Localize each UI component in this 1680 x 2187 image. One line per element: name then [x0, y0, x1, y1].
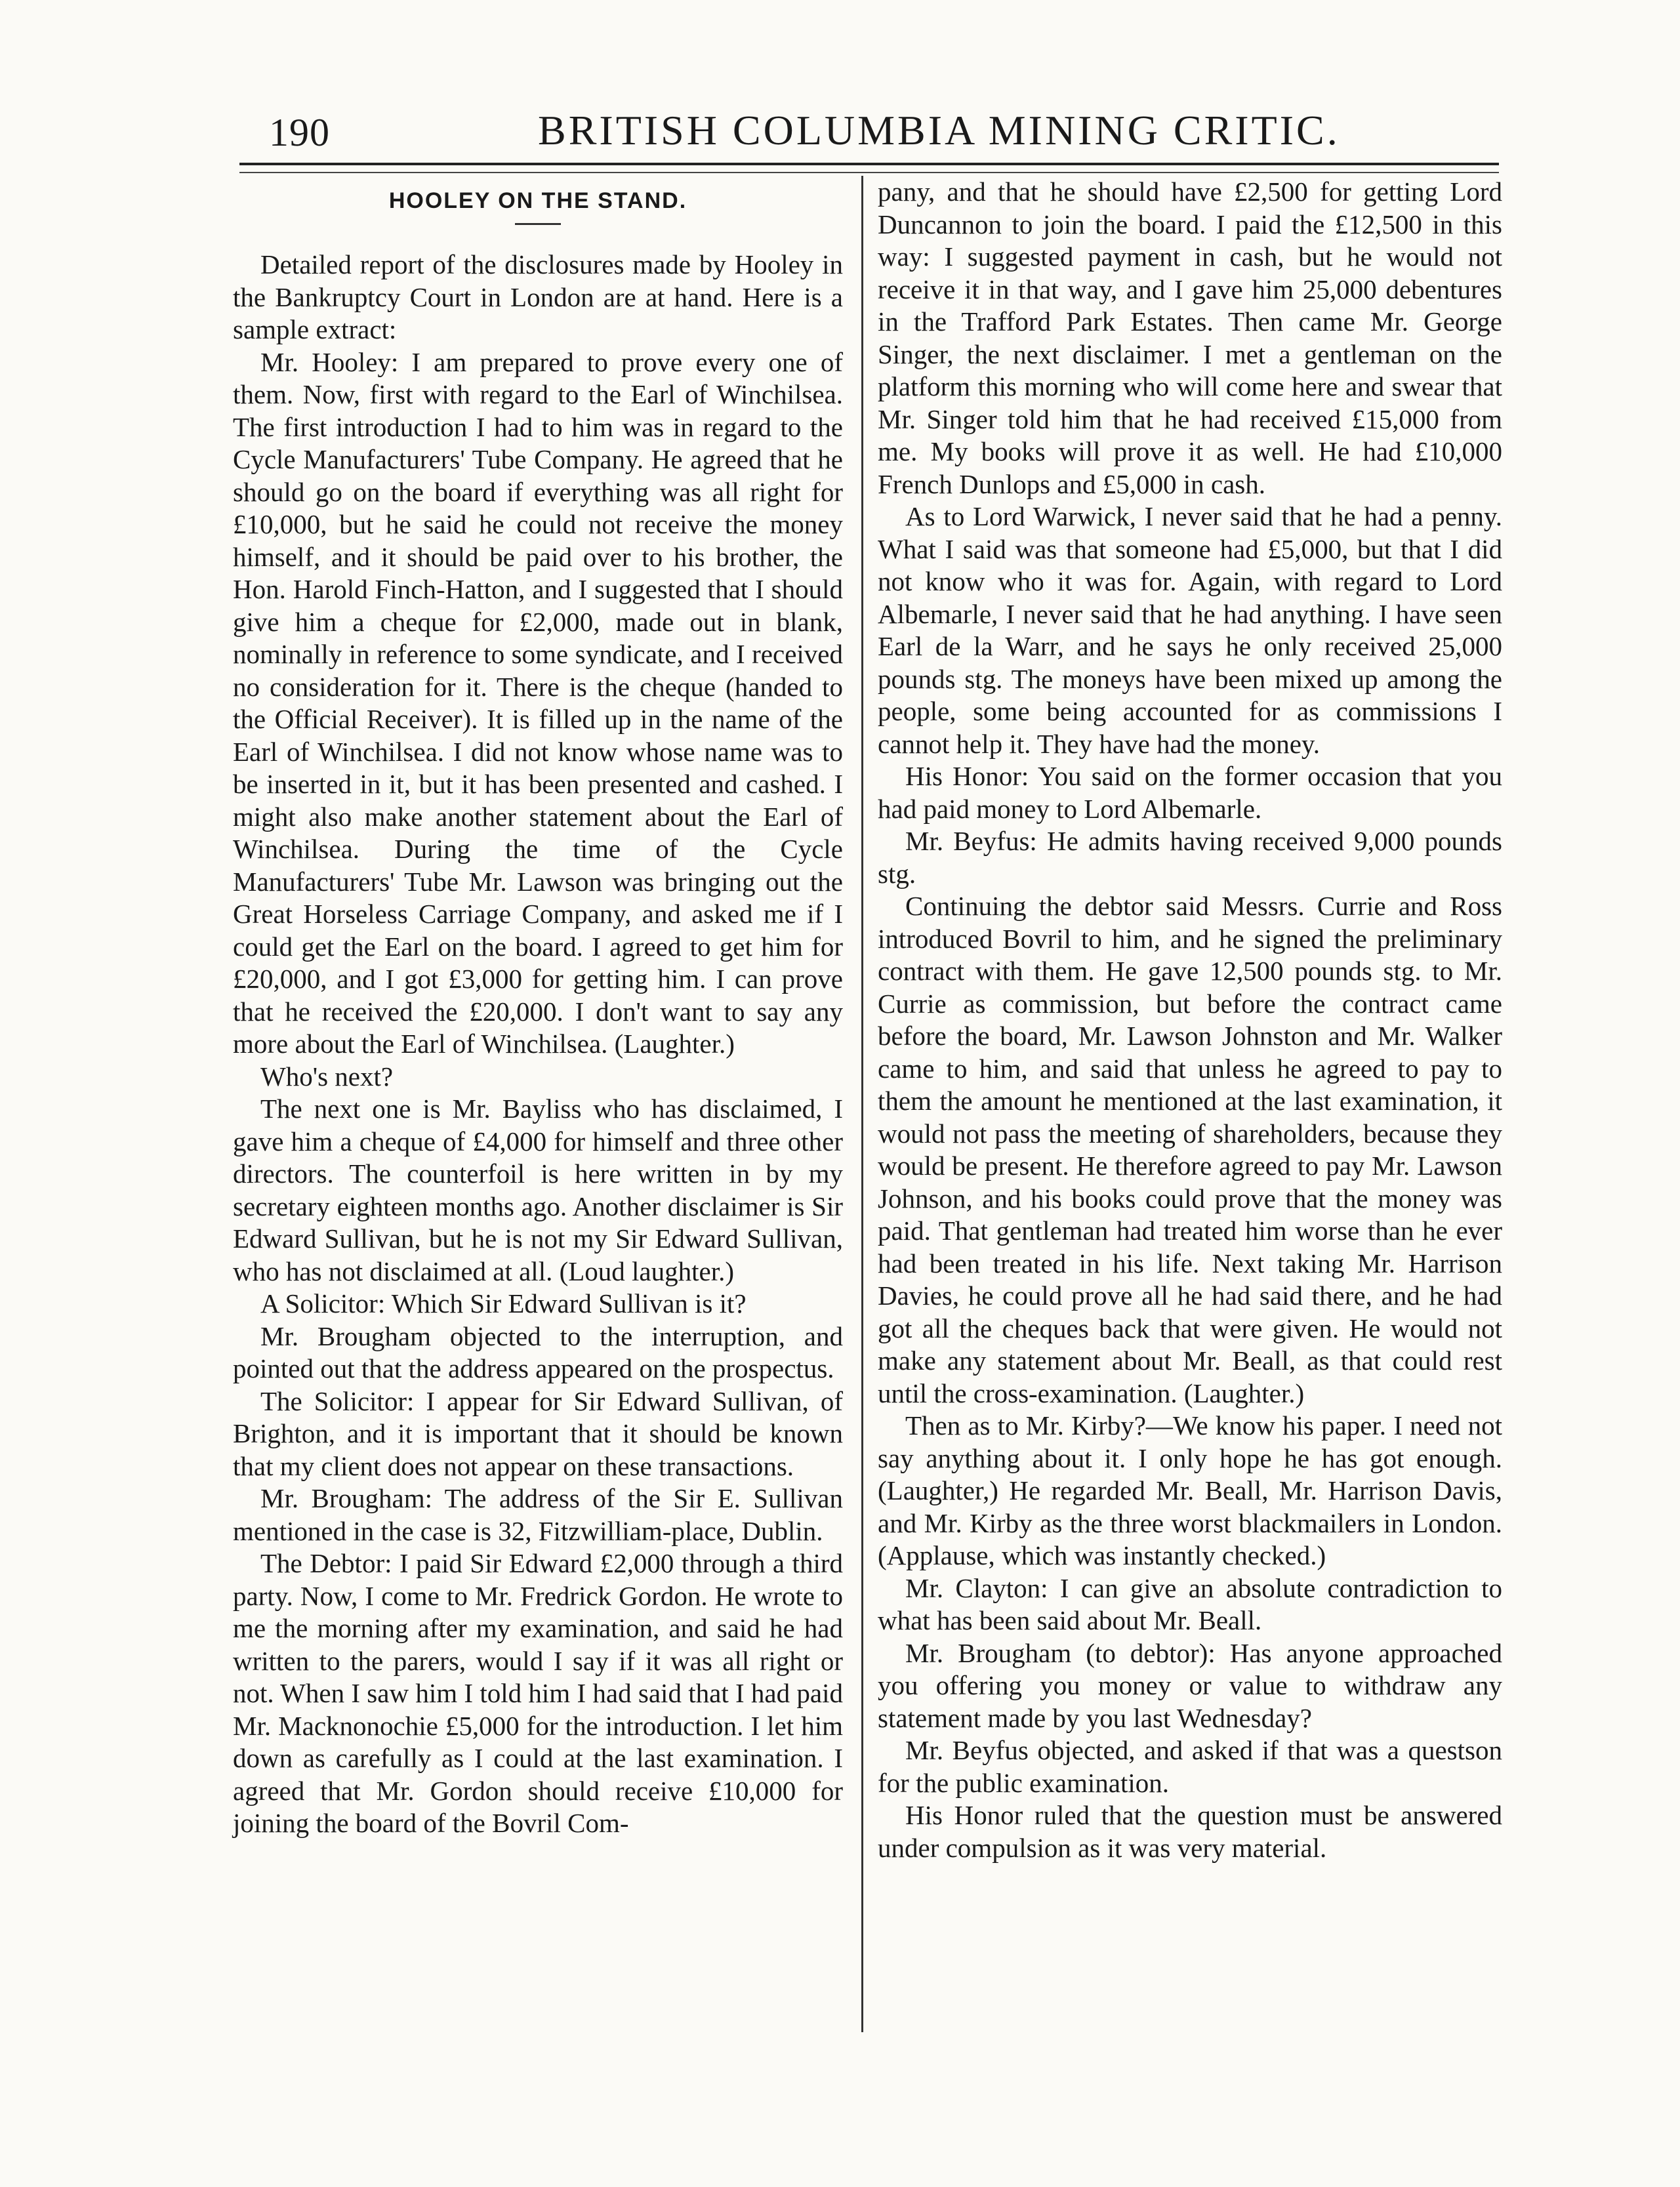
paragraph: Who's next? — [260, 1061, 394, 1092]
paragraph: His Honor: You said on the former occasion that you had paid money to Lord Albemarle. — [878, 761, 1502, 824]
paragraph: His Honor ruled that the question must be answered under compulsion as it was very material. — [878, 1800, 1502, 1863]
left-column — [233, 178, 843, 1840]
paragraph: Continuing the debtor said Messrs. Currie and Ross introduced Bovril to him, and he signed the preliminary contract with them. He gave 12,500 pounds stg. to Mr. Currie as commission, but before the contract came before the board, Mr. Lawson Johnston and Mr. Walker came to him, and said that unless he agreed to pay to them the amount he mentioned at the last examination, it would not pass the meeting of shareholders, because they would be present. He therefore agreed to pay Mr. Lawson Johnson, and his books could prove that the money was paid. That gentleman had treated him worse than he ever had been treated in his life. Next taking Mr. Harrison Davies, he could prove all he had said there, and he had got all the cheques back that were given. He would not make any statement about Mr. Beall, as that could rest until the cross-examination. (Laughter.) — [878, 891, 1502, 1408]
column-divider — [861, 176, 863, 2032]
paragraph: Mr. Hooley: I am prepared to prove every one of them. Now, first with regard to the Earl of Winchilsea. The first introduction I had to him was in regard to the Cycle Manufacturers' Tube Company. He agreed that he should go on the board if everything was all right for £10,000, but he said he could not receive the money himself, and it should be paid over to his brother, the Hon. Harold Finch-Hatton, and I suggested that I should give him a cheque for £2,000, made out in blank, nominally in reference to some syndicate, and I received no consideration for it. There is the cheque (handed to the Official Receiver). It is filled up in the name of the Earl of Winchilsea. I did not know whose name was to be inserted in it, but it has been presented and cashed. I might also make another statement about the Earl of Winchilsea. During the time of the Cycle Manufacturers' Tube Mr. Lawson was bringing out the Great Horseless Carriage Company, and asked me if I could get the Earl on the board. I agreed to get him for £20,000, and I got £3,000 for getting him. I can prove that he received the £20,000. I don't want to say any more about the Earl of Winchilsea. (Laughter.) — [233, 346, 843, 1059]
title-underline — [515, 223, 561, 225]
running-title: BRITISH COLUMBIA MINING CRITIC. — [538, 107, 1340, 153]
paragraph: Mr. Brougham objected to the interruption, and pointed out that the address appeared on the prospectus. — [233, 1320, 843, 1383]
header-rule-thick — [239, 163, 1499, 165]
right-column — [878, 176, 1502, 1864]
paragraph: Mr. Brougham (to debtor): Has anyone approached you offering you money or value to withdraw any statement made by you last Wednesday? — [878, 1637, 1502, 1733]
page-number: 190 — [269, 111, 330, 154]
paragraph: The Solicitor: I appear for Sir Edward Sullivan, of Brighton, and it is important that it should be known that my client does not appear on these transactions. — [233, 1385, 843, 1481]
paragraph: Mr. Clayton: I can give an absolute contradiction to what has been said about Mr. Beall. — [878, 1572, 1502, 1635]
paragraph: A Solicitor: Which Sir Edward Sullivan is it? — [260, 1288, 747, 1318]
page-header — [236, 98, 1496, 157]
paragraph: The Debtor: I paid Sir Edward £2,000 through a third party. Now, I come to Mr. Fredrick Gordon. He wrote to me the morning after my examination, and said he had written to the parers, would I say if it was all right or not. When I saw him I told him I had said that I had paid Mr. Macknonochie £5,000 for the introduction. I let him down as carefully as I could at the last examination. I agreed that Mr. Gordon should receive £10,000 for joining the board of the Bovril Com- — [233, 1548, 843, 1838]
paragraph: Detailed report of the disclosures made by Hooley in the Bankruptcy Court in London are at hand. Here is a sample extract: — [233, 249, 843, 344]
paragraph-continuation: pany, and that he should have £2,500 for getting Lord Duncannon to join the board. I paid the £12,500 in this way: I suggested payment in cash, but he would not receive it in that way, and I gave him 25,000 debentures in the Trafford Park Estates. Then came Mr. George Singer, the next disclaimer. I met a gentleman on the platform this morning who will come here and swear that Mr. Singer told him that he had received £15,000 from me. My books will prove it as well. He had £10,000 French Dunlops and £5,000 in cash. — [878, 176, 1502, 499]
paragraph: Mr. Beyfus: He admits having received 9,000 pounds stg. — [878, 826, 1502, 889]
paragraph: As to Lord Warwick, I never said that he had a penny. What I said was that someone had £5,000, but that I did not know who it was for. Again, with regard to Lord Albemarle, I never said that he had anything. I have seen Earl de la Warr, and he says he only received 25,000 pounds stg. The moneys have been mixed up among the people, some being accounted for as commissions I cannot help it. They have had the money. — [878, 501, 1502, 759]
paragraph: Mr. Beyfus objected, and asked if that was a questson for the public examination. — [878, 1735, 1502, 1798]
header-rule-thin — [239, 172, 1499, 173]
paragraph: Mr. Brougham: The address of the Sir E. Sullivan mentioned in the case is 32, Fitzwilliam-place, Dublin. — [233, 1483, 843, 1546]
article-title: HOOLEY ON THE STAND. — [388, 188, 687, 213]
paragraph: The next one is Mr. Bayliss who has disclaimed, I gave him a cheque of £4,000 for himself and three other directors. The counterfoil is here written in by my secretary eighteen months ago. Another disclaimer is Sir Edward Sullivan, but he is not my Sir Edward Sullivan, who has not disclaimed at all. (Loud laughter.) — [233, 1094, 843, 1286]
paragraph: Then as to Mr. Kirby?—We know his paper. I need not say anything about it. I only hope he has got enough. (Laughter,) He regarded Mr. Beall, Mr. Harrison Davis, and Mr. Kirby as the three worst blackmailers in London. (Applause, which was instantly checked.) — [878, 1410, 1502, 1570]
